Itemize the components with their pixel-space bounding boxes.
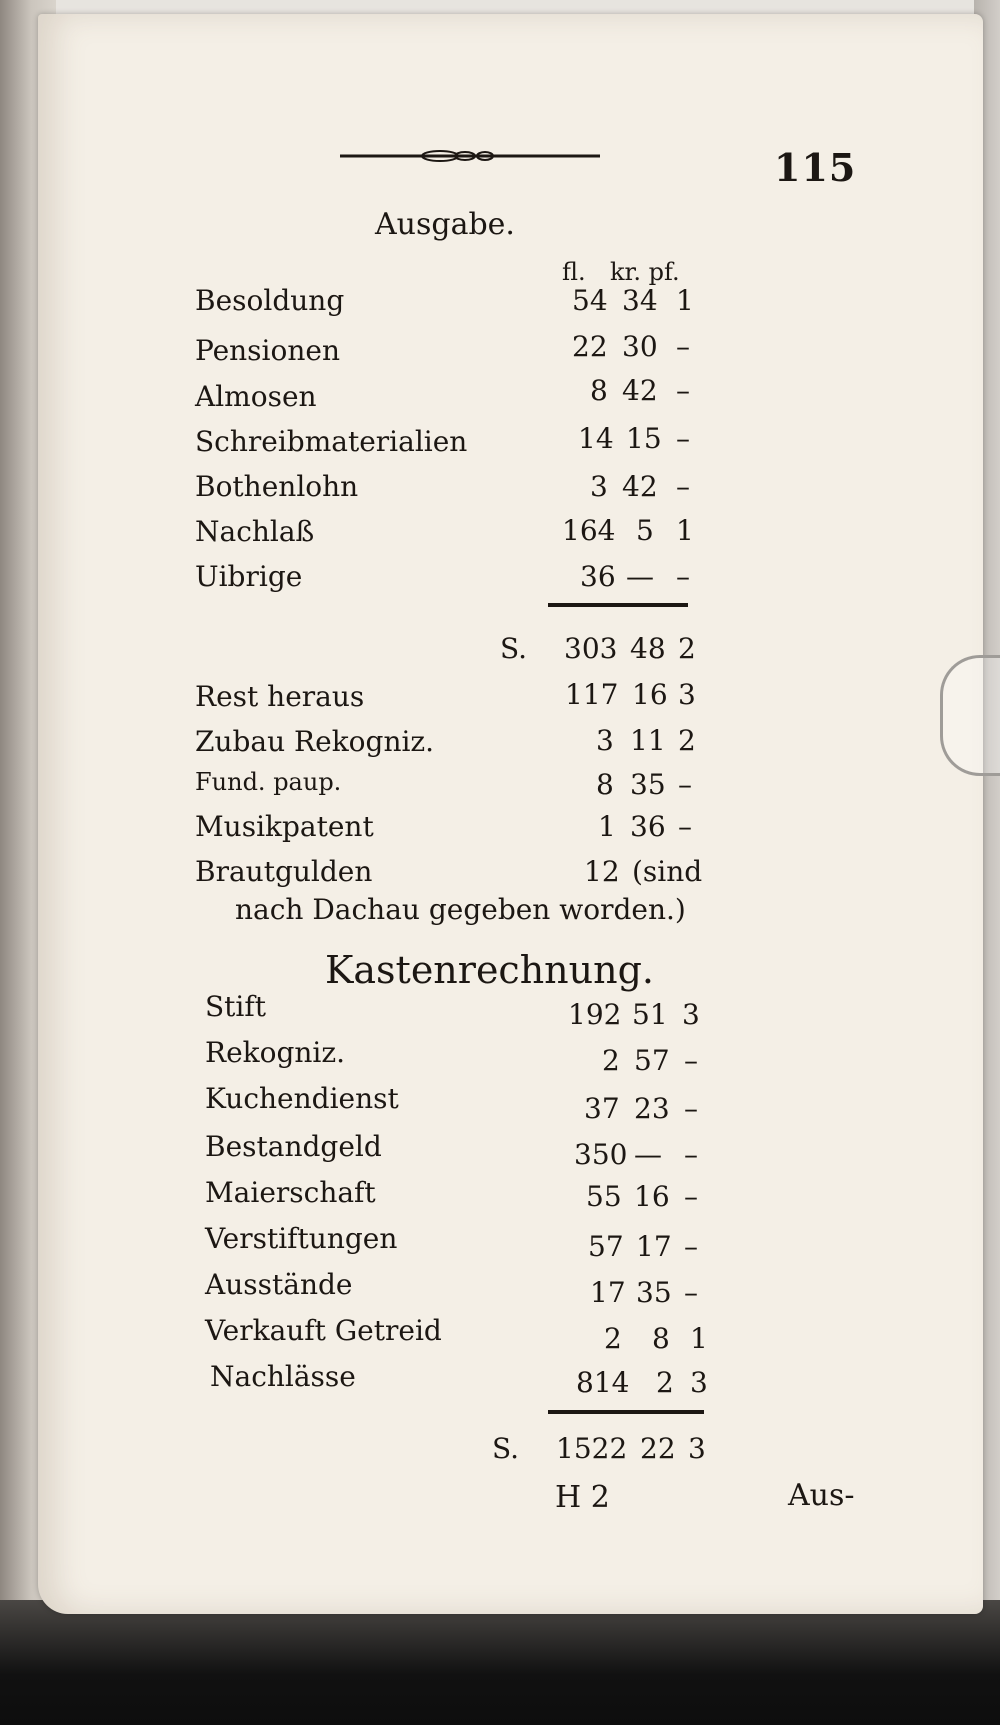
value-kr: 30	[622, 330, 658, 363]
value-kr: 17	[636, 1230, 672, 1263]
value-fl: 350	[574, 1138, 628, 1171]
row-label: Ausstände	[205, 1268, 353, 1301]
value-kr: 42	[622, 470, 658, 503]
value-kr: 8	[652, 1322, 670, 1355]
value-kr: 23	[634, 1092, 670, 1125]
row-label: Besoldung	[195, 284, 345, 317]
value-kr: 16	[632, 678, 668, 711]
value-pf: –	[676, 330, 690, 363]
value-pf: –	[684, 1180, 698, 1213]
sum-label: S.	[500, 632, 528, 665]
value-fl: 8	[596, 768, 614, 801]
section-heading-ausgabe: Ausgabe.	[375, 207, 515, 242]
row-label: Nachlässe	[210, 1360, 356, 1393]
value-kr: 35	[630, 768, 666, 801]
value-pf: –	[676, 422, 690, 455]
value-kr: —	[634, 1138, 662, 1171]
value-kr: 2	[656, 1366, 674, 1399]
column-header-kr-pf: kr. pf.	[610, 258, 680, 286]
value-fl: 37	[584, 1092, 620, 1125]
column-header-fl: fl.	[562, 258, 586, 286]
row-label: Uibrige	[195, 560, 303, 593]
value-fl: 192	[568, 998, 622, 1031]
row-note: (sind	[632, 855, 703, 888]
sum-kr: 48	[630, 632, 666, 665]
sum-rule	[548, 603, 688, 607]
value-fl: 3	[596, 724, 614, 757]
value-fl: 22	[572, 330, 608, 363]
value-fl: 12	[584, 855, 620, 888]
value-kr: 34	[622, 284, 658, 317]
value-fl: 8	[590, 374, 608, 407]
value-pf: –	[684, 1138, 698, 1171]
row-label: Brautgulden	[195, 855, 373, 888]
value-kr: 36	[630, 810, 666, 843]
value-kr: —	[626, 560, 654, 593]
sum-label: S.	[492, 1432, 520, 1465]
value-pf: 1	[690, 1322, 708, 1355]
value-pf: –	[684, 1092, 698, 1125]
row-note-continued: nach Dachau gegeben worden.)	[235, 893, 686, 926]
value-pf: –	[678, 810, 692, 843]
row-label: Verstiftungen	[205, 1222, 398, 1255]
section-heading-kastenrechnung: Kastenrechnung.	[325, 948, 655, 992]
value-pf: 1	[676, 514, 694, 547]
value-kr: 57	[634, 1044, 670, 1077]
row-label: Rest heraus	[195, 680, 365, 713]
value-fl: 2	[602, 1044, 620, 1077]
row-label: Fund. paup.	[195, 768, 342, 796]
value-pf: 3	[682, 998, 700, 1031]
value-fl: 164	[562, 514, 616, 547]
row-label: Maierschaft	[205, 1176, 376, 1209]
row-label: Zubau Rekogniz.	[195, 725, 435, 758]
value-fl: 2	[604, 1322, 622, 1355]
row-label: Schreibmaterialien	[195, 425, 468, 458]
sum-kr: 22	[640, 1432, 676, 1465]
catchword: Aus-	[788, 1478, 855, 1513]
value-fl: 54	[572, 284, 608, 317]
sum-fl: 1522	[556, 1432, 628, 1465]
row-label: Nachlaß	[195, 515, 315, 548]
value-kr: 42	[622, 374, 658, 407]
row-label: Rekogniz.	[205, 1036, 346, 1069]
value-fl: 117	[565, 678, 619, 711]
value-fl: 1	[598, 810, 616, 843]
value-fl: 17	[590, 1276, 626, 1309]
value-kr: 15	[626, 422, 662, 455]
sum-pf: 2	[678, 632, 696, 665]
row-label: Bestandgeld	[205, 1130, 382, 1163]
ornament-rule-icon	[340, 148, 600, 164]
row-label: Stift	[205, 990, 267, 1023]
value-pf: –	[684, 1230, 698, 1263]
row-label: Verkauft Getreid	[205, 1314, 442, 1347]
value-fl: 57	[588, 1230, 624, 1263]
book-page	[38, 14, 983, 1614]
background-dark-bottom	[0, 1600, 1000, 1725]
value-fl: 14	[578, 422, 614, 455]
value-kr: 5	[636, 514, 654, 547]
sum-rule	[548, 1410, 704, 1414]
value-pf: –	[684, 1044, 698, 1077]
row-label: Musikpatent	[195, 810, 374, 843]
row-label: Almosen	[195, 380, 317, 413]
value-pf: 3	[678, 678, 696, 711]
value-fl: 55	[586, 1180, 622, 1213]
value-fl: 3	[590, 470, 608, 503]
value-kr: 51	[632, 998, 668, 1031]
value-fl: 36	[580, 560, 616, 593]
value-kr: 16	[634, 1180, 670, 1213]
value-fl: 814	[576, 1366, 630, 1399]
page-number: 115	[774, 145, 857, 190]
value-kr: 35	[636, 1276, 672, 1309]
value-pf: 3	[690, 1366, 708, 1399]
signature-mark: H 2	[555, 1480, 610, 1515]
row-label: Kuchendienst	[205, 1082, 399, 1115]
value-pf: 2	[678, 724, 696, 757]
value-pf: –	[676, 470, 690, 503]
value-pf: 1	[676, 284, 694, 317]
row-label: Pensionen	[195, 334, 341, 367]
value-kr: 11	[630, 724, 666, 757]
value-pf: –	[676, 560, 690, 593]
value-pf: –	[684, 1276, 698, 1309]
page-clip	[940, 655, 1000, 776]
value-pf: –	[676, 374, 690, 407]
sum-pf: 3	[688, 1432, 706, 1465]
value-pf: –	[678, 768, 692, 801]
row-label: Bothenlohn	[195, 470, 359, 503]
sum-fl: 303	[564, 632, 618, 665]
